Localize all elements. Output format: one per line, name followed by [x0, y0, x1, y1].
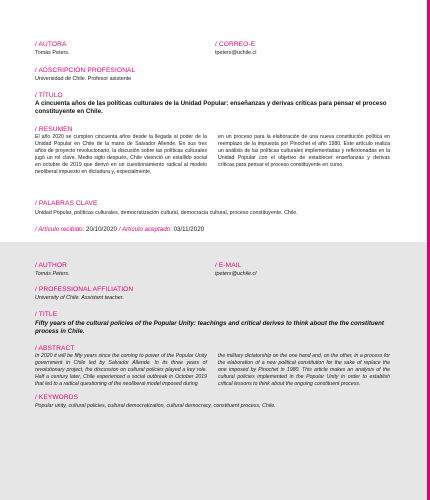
email-value-en[interactable]: tpeters@uchile.cl [215, 271, 257, 277]
affiliation-value: Universidad de Chile. Profesor asistente [35, 76, 132, 82]
email-label-en: / E-MAIL [215, 262, 242, 269]
keywords-label: / PALABRAS CLAVE [35, 200, 98, 207]
abstract-column-2: en un proceso para la elaboración de una nueva constitución política en reemplazo de la impuesta por Pinochet el año 1980. Este artículo realiza un análisis de las políticas culturales implementadas y reflexionadas en la Unidad Popular con el objetivo de establecer enseñanzas y derivas críticas para pensar el proceso constituyente en curso. [218, 134, 390, 169]
abstract-column-2-en: the military dictatorship on the one hand and, on the other, in a process for the elaboration of a new political constitution for the sake of replace the one imposed by Pinochet in 1980. This article makes an analysis of the cultural policies implemented in the Popular Unity in order to establish critical lessons to think about the ongoing constituent process. [218, 353, 390, 388]
affiliation-label-en: / PROFESSIONAL AFFILIATION [35, 286, 134, 293]
affiliation-value-en: University of Chile. Assistant teacher. [35, 295, 124, 301]
email-label: / CORREO-E [215, 41, 256, 48]
title-label-en: / TITLE [35, 311, 58, 318]
abstract-columns [35, 134, 390, 176]
author-name-en: Tomás Peters. [35, 271, 70, 277]
title-label: / TÍTULO [35, 92, 63, 99]
author-label-en: / AUTHOR [35, 262, 67, 269]
author-label: / AUTORA [35, 41, 67, 48]
article-title: A cincuenta años de las políticas culturales de la Unidad Popular: enseñanzas y derivas críticas para pensar el proceso constituyente en Chile. [35, 100, 387, 116]
abstract-column-1: El año 2020 se cumplen cincuenta años desde la llegada al poder de la Unidad Popular en Chile de la mano de Salvador Allende. En sus tres años de proyecto revolucionario, la discusión sobre las políticas culturales jugó un rol clave. Medio siglo después, Chile vivenció un estallido social en octubre de 2019 que derivó en un cuestionamiento radical al modelo neoliberal impuesto en dictadura y, especialmente, [35, 134, 207, 176]
keywords-label-en: / KEYWORDS [35, 394, 79, 401]
keywords-value: Unidad Popular, políticas culturales, democratización cultural, democracia cultural, proceso constituyente, Chile. [35, 210, 298, 216]
abstract-column-1-en: In 2020 it will be fifty years since the coming to power of the Popular Unity government in Chile led by Salvador Allende. In its three years of revolutionary project, the discussion on cultural policies played a key role. Half a century later, Chile experienced a social outbreak in October 2019 that led to a radical questioning of the neoliberal model imposed during [35, 353, 207, 388]
dates-line [35, 226, 204, 233]
abstract-columns-en [35, 353, 390, 388]
abstract-label-en: / ABSTRACT [35, 345, 75, 352]
received-label: / Artículo recibido: [35, 226, 85, 233]
article-title-en: Fifty years of the cultural policies of the Popular Unity: teachings and critical derives to think about the the constituent process in Chile. [35, 320, 384, 336]
received-date: 20/10/2020 [86, 226, 117, 233]
accepted-label: / Artículo aceptado: [118, 226, 172, 233]
affiliation-label: / ADSCRIPCIÓN PROFESIONAL [35, 67, 136, 74]
abstract-label: / RESUMEN [35, 126, 73, 133]
accepted-date: 03/11/2020 [173, 226, 205, 233]
author-name: Tomás Peters. [35, 50, 70, 56]
keywords-value-en: Popular unity, cultural policies, cultural democratization, cultural democracy, constituent process, Chile. [35, 403, 276, 409]
email-value[interactable]: tpeters@uchile.cl [215, 50, 257, 56]
